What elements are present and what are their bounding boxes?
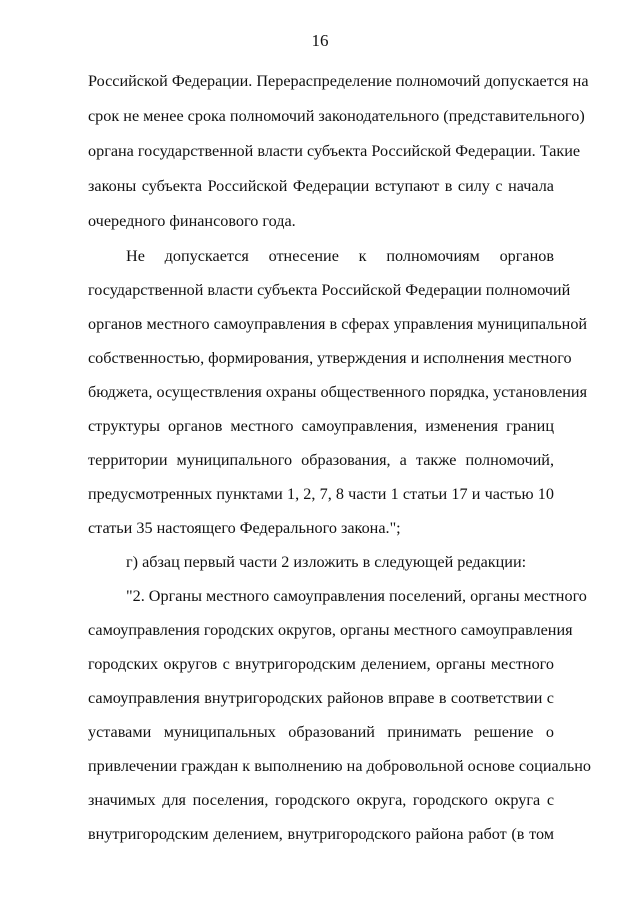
text-line: очередного финансового года. — [88, 212, 296, 230]
text-line: самоуправления городских округов, органы местного самоуправления — [88, 621, 573, 639]
text-line: органов местного самоуправления в сферах управления муниципальной — [88, 315, 588, 333]
text-line: значимых для поселения, городского округа, городского округа с — [88, 791, 554, 809]
text-line: законы субъекта Российской Федерации вступают в силу с начала — [88, 177, 554, 195]
text-line: собственностью, формирования, утверждения и исполнения местного — [88, 349, 572, 367]
text-line: государственной власти субъекта Российской Федерации полномочий — [88, 281, 571, 299]
text-line: бюджета, осуществления охраны общественного порядка, установления — [88, 383, 588, 401]
text-line: статьи 35 настоящего Федерального закона."; — [88, 519, 401, 537]
text-line: предусмотренных пунктами 1, 2, 7, 8 части 1 статьи 17 и частью 10 — [88, 485, 554, 503]
text-line: территории муниципального образования, а также полномочий, — [88, 451, 554, 469]
text-line: г) абзац первый части 2 изложить в следующей редакции: — [126, 553, 527, 571]
text-line: срок не менее срока полномочий законодательного (представительного) — [88, 107, 585, 125]
text-line: "2. Органы местного самоуправления поселений, органы местного — [126, 587, 587, 605]
text-line: городских округов с внутригородским делением, органы местного — [88, 655, 554, 673]
text-line: органа государственной власти субъекта Российской Федерации. Такие — [88, 142, 581, 160]
text-line: привлечении граждан к выполнению на добровольной основе социально — [88, 757, 592, 775]
text-line: структуры органов местного самоуправления, изменения границ — [88, 417, 554, 435]
text-line: внутригородским делением, внутригородского района работ (в том — [88, 825, 554, 843]
text-line: самоуправления внутригородских районов вправе в соответствии с — [88, 689, 554, 707]
text-line: Не допускается отнесение к полномочиям органов — [126, 247, 554, 265]
text-line: уставами муниципальных образований принимать решение о — [88, 723, 554, 741]
page-number: 16 — [311, 31, 329, 50]
text-line: Российской Федерации. Перераспределение полномочий допускается на — [88, 72, 589, 90]
